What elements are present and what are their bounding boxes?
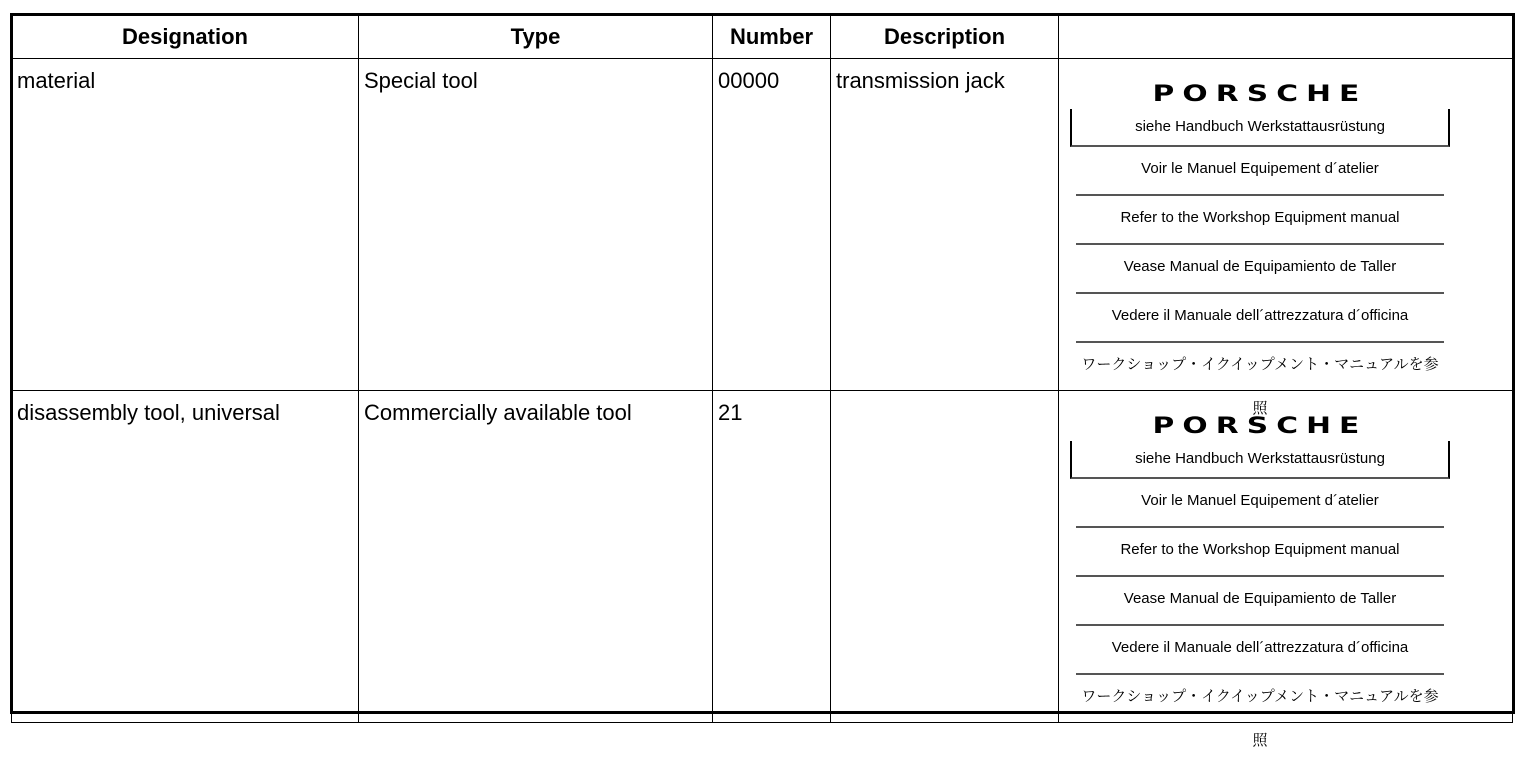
ref-line-en: Refer to the Workshop Equipment manual — [1076, 528, 1444, 577]
porsche-label — [1070, 81, 1450, 417]
header-row — [12, 15, 1513, 59]
ref-line-fr: Voir le Manuel Equipement d´atelier — [1076, 147, 1444, 196]
porsche-logo: PORSCHE — [1152, 414, 1368, 439]
ref-line-de: siehe Handbuch Werkstattausrüstung — [1070, 109, 1450, 147]
porsche-reference-image — [1059, 391, 1513, 749]
tools-table — [11, 14, 1513, 749]
number-cell: 21 — [713, 391, 831, 723]
type-cell: Commercially available tool — [359, 391, 713, 723]
porsche-label — [1070, 413, 1450, 749]
ref-line-it: Vedere il Manuale dell´attrezzatura d´officina — [1076, 294, 1444, 343]
type-cell: Special tool — [359, 59, 713, 391]
designation-cell: disassembly tool, universal — [12, 391, 359, 723]
table-row — [12, 59, 1513, 391]
header-designation: Designation — [12, 15, 359, 59]
header-image — [1059, 15, 1513, 59]
ref-line-ja: ワークショップ・イクイップメント・マニュアルを参照 — [1081, 688, 1439, 749]
ref-line-es: Vease Manual de Equipamiento de Taller — [1076, 577, 1444, 626]
ref-line-ja: ワークショップ・イクイップメント・マニュアルを参照 — [1081, 356, 1439, 417]
header-number: Number — [713, 15, 831, 59]
header-description: Description — [831, 15, 1059, 59]
ref-line-de: siehe Handbuch Werkstattausrüstung — [1070, 441, 1450, 479]
ref-line-es: Vease Manual de Equipamiento de Taller — [1076, 245, 1444, 294]
porsche-reference-image — [1059, 59, 1513, 417]
description-cell: transmission jack — [831, 59, 1059, 391]
porsche-logo: PORSCHE — [1152, 82, 1368, 107]
ref-line-en: Refer to the Workshop Equipment manual — [1076, 196, 1444, 245]
table-row — [12, 391, 1513, 723]
designation-cell: material — [12, 59, 359, 391]
ref-line-it: Vedere il Manuale dell´attrezzatura d´officina — [1076, 626, 1444, 675]
header-type: Type — [359, 15, 713, 59]
ref-line-fr: Voir le Manuel Equipement d´atelier — [1076, 479, 1444, 528]
number-cell: 00000 — [713, 59, 831, 391]
